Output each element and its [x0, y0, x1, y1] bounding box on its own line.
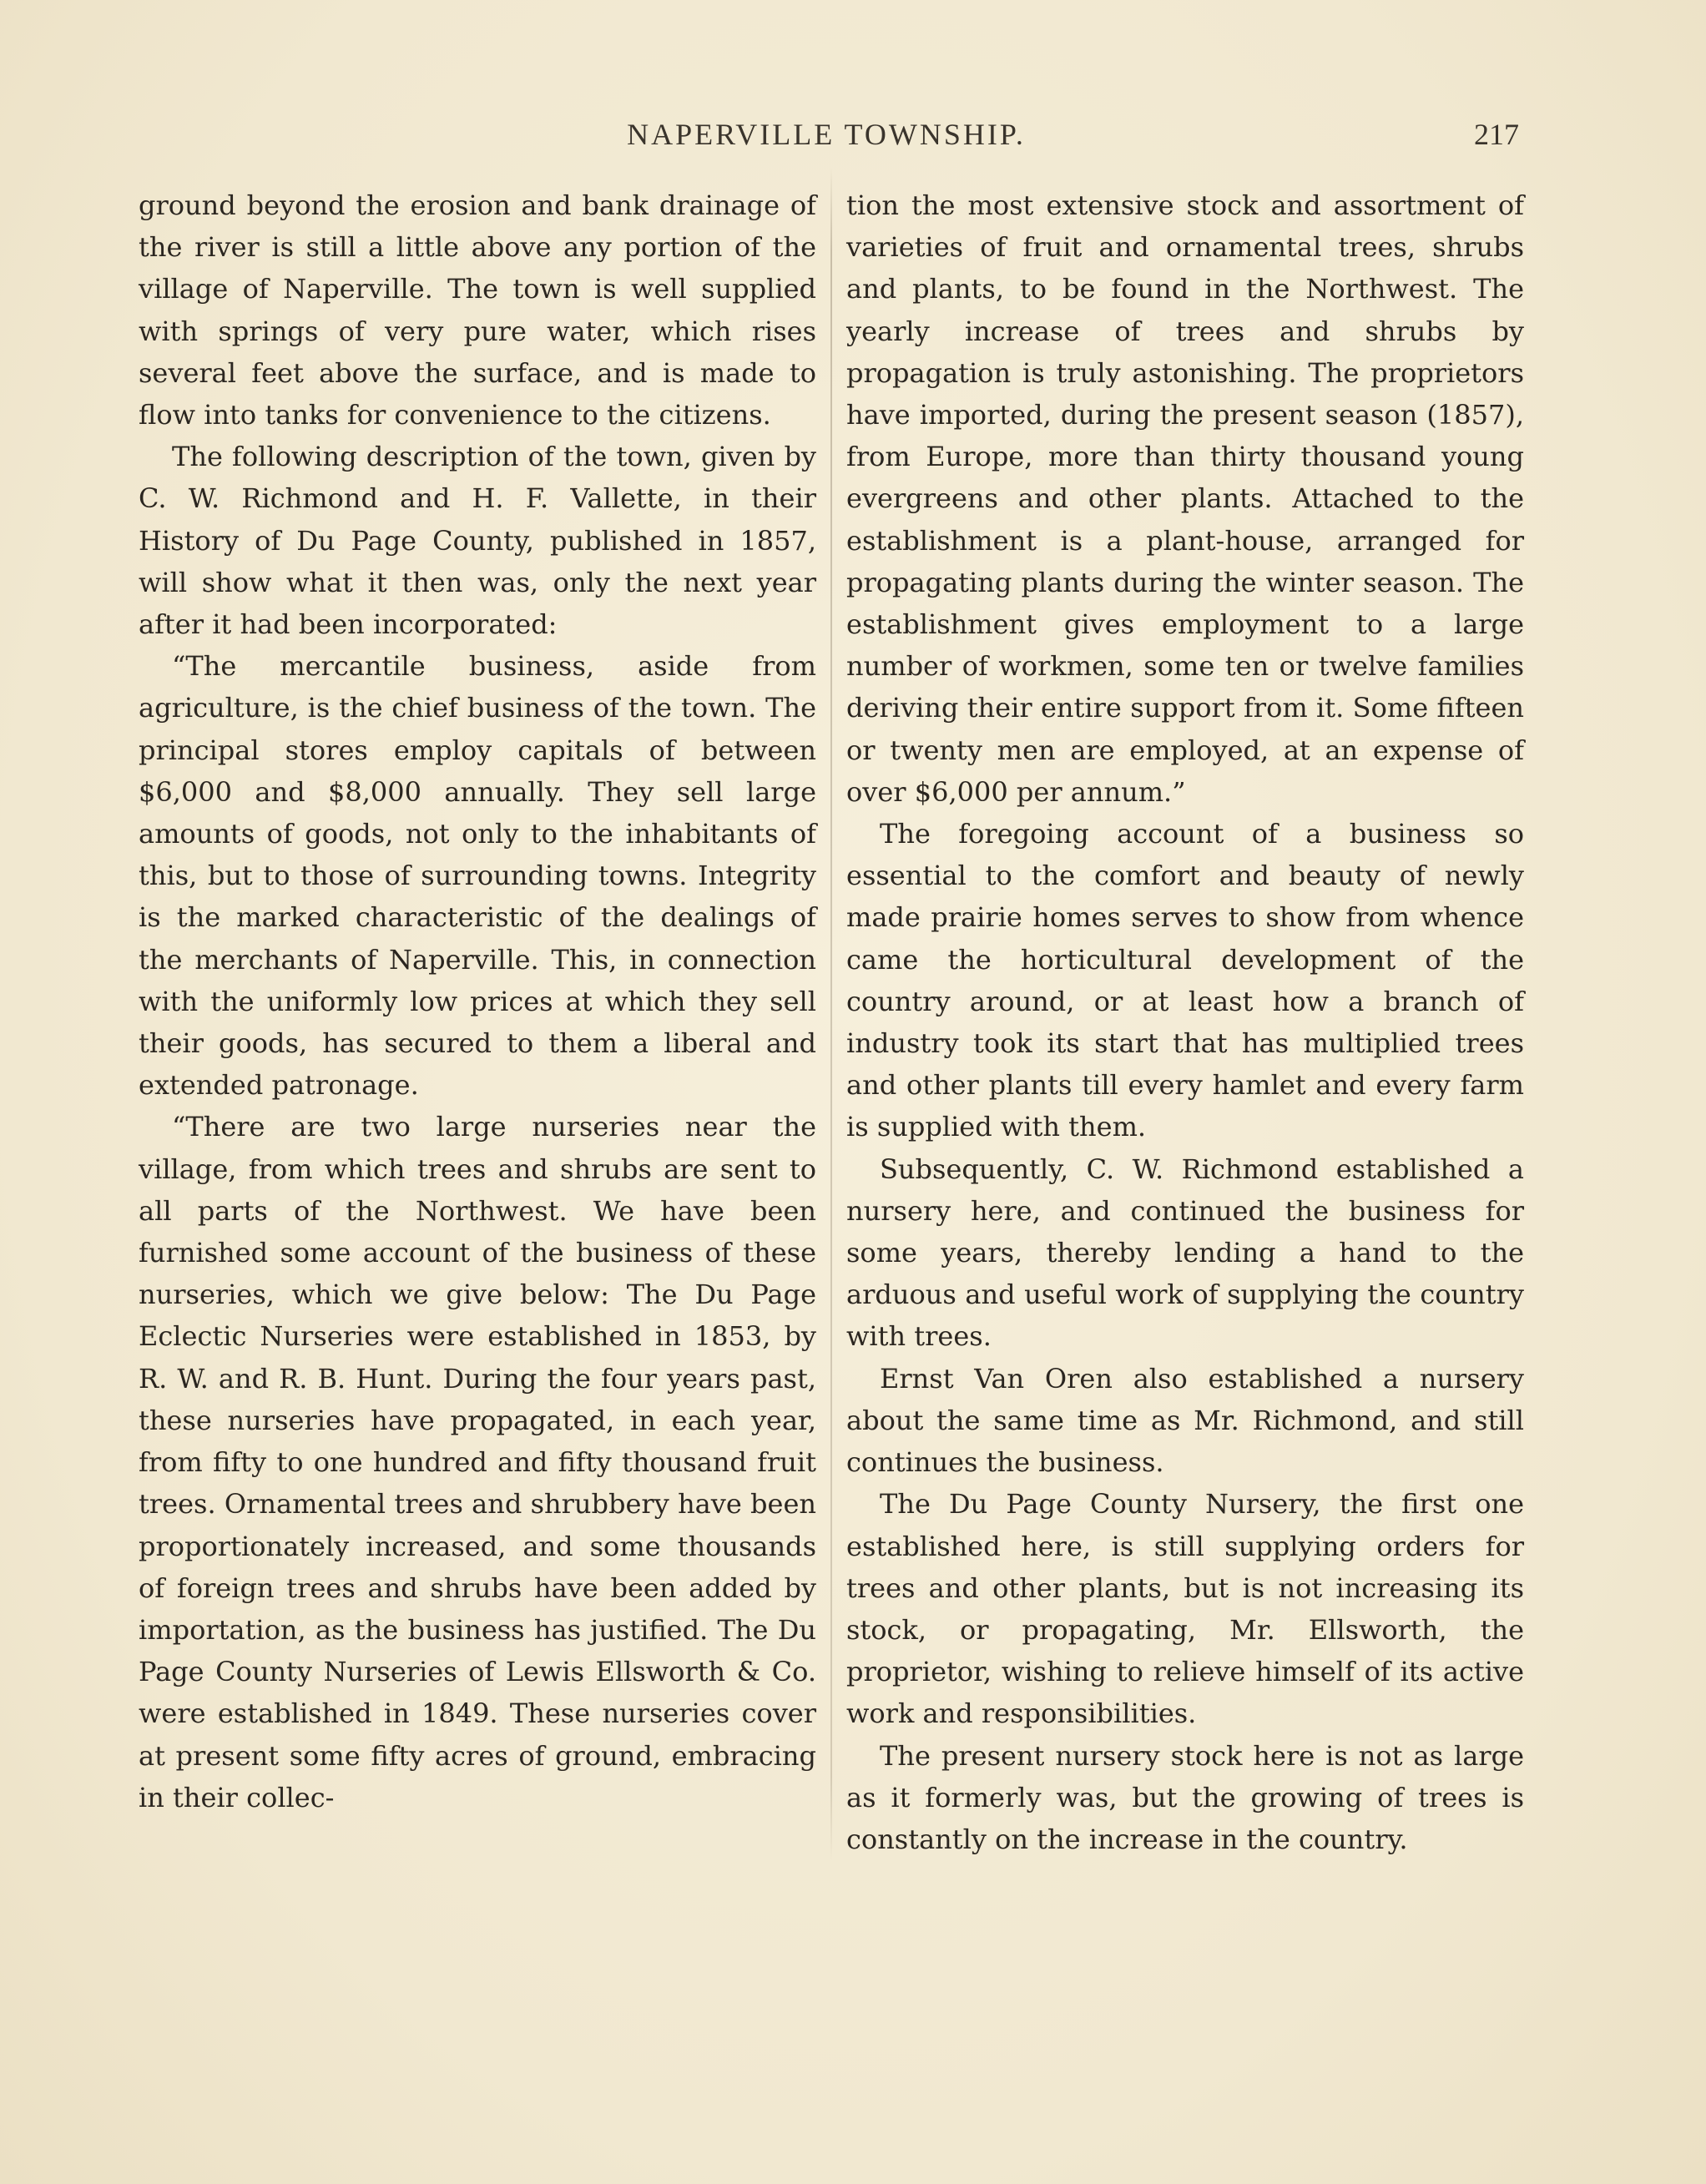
running-header: [134, 117, 1519, 157]
paragraph: ground beyond the erosion and bank drainage of the river is still a little above any portion of the village of Naperville. The town is well supplied with springs of very pure water, which rises several feet above the surface, and is made to flow into tanks for convenience to the citizens.: [139, 189, 816, 431]
paragraph: The Du Page County Nursery, the first one established here, is still supplying orders for trees and other plants, but is not increasing its stock, or propagating, Mr. Ellsworth, the proprietor, wishing to relieve himself of its active work and responsibilities.: [846, 1488, 1524, 1730]
paragraph: Ernst Van Oren also established a nursery about the same time as Mr. Richmond, and still continues the business.: [846, 1362, 1524, 1479]
column-divider: [830, 167, 832, 1861]
running-title: NAPERVILLE TOWNSHIP.: [627, 118, 1026, 151]
paragraph: tion the most extensive stock and assortment of varieties of fruit and ornamental trees, shrubs and plants, to be found in the Northwest. The yearly increase of trees and shrubs by propagation is truly astonishing. The proprietors have imported, during the present season (1857), from Europe, more than thirty thousand young evergreens and other plants. Attached to the establishment is a plant-house, arranged for propagating plants during the winter season. The establishment gives employment to a large number of workmen, some ten or twelve families deriving their entire support from it. Some fifteen or twenty men are employed, at an expense of over $6,000 per annum.”: [846, 189, 1524, 808]
left-column: [139, 184, 816, 1818]
paragraph: “There are two large nurseries near the village, from which trees and shrubs are sent to all parts of the Northwest. We have been furnished some account of the business of these nurseries, which we give below: The Du Page Eclectic Nurseries were established in 1853, by R. W. and R. B. Hunt. During the four years past, these nurseries have propagated, in each year, from fifty to one hundred and fifty thousand fruit trees. Ornamental trees and shrubbery have been proportionately increased, and some thousands of foreign trees and shrubs have been added by importation, as the business has justified. The Du Page County Nurseries of Lewis Ellsworth & Co. were established in 1849. These nurseries cover at present some fifty acres of ground, embracing in their collec-: [139, 1111, 816, 1813]
paragraph: “The mercantile business, aside from agriculture, is the chief business of the town. The principal stores employ capitals of between $6,000 and $8,000 annually. They sell large amounts of goods, not only to the inhabitants of this, but to those of surrounding towns. Integrity is the marked characteristic of the dealings of the merchants of Naperville. This, in connection with the uniformly low prices at which they sell their goods, has secured to them a liberal and extended patronage.: [139, 650, 816, 1102]
paragraph: The foregoing account of a business so essential to the comfort and beauty of newly made prairie homes serves to show from whence came the horticultural development of the country around, or at least how a branch of industry took its start that has multiplied trees and other plants till every hamlet and every farm is supplied with them.: [846, 818, 1524, 1143]
paragraph: The present nursery stock here is not as large as it formerly was, but the growing of trees is constantly on the increase in the country.: [846, 1739, 1524, 1855]
paragraph: The following description of the town, given by C. W. Richmond and H. F. Vallette, in their History of Du Page County, published in 1857, will show what it then was, only the next year after it had been incorporated:: [139, 441, 816, 641]
page-number: 217: [1474, 118, 1519, 151]
paragraph: Subsequently, C. W. Richmond established a nursery here, and continued the business for some years, thereby lending a hand to the arduous and useful work of supplying the country with trees.: [846, 1153, 1524, 1353]
right-column: [846, 184, 1524, 1860]
